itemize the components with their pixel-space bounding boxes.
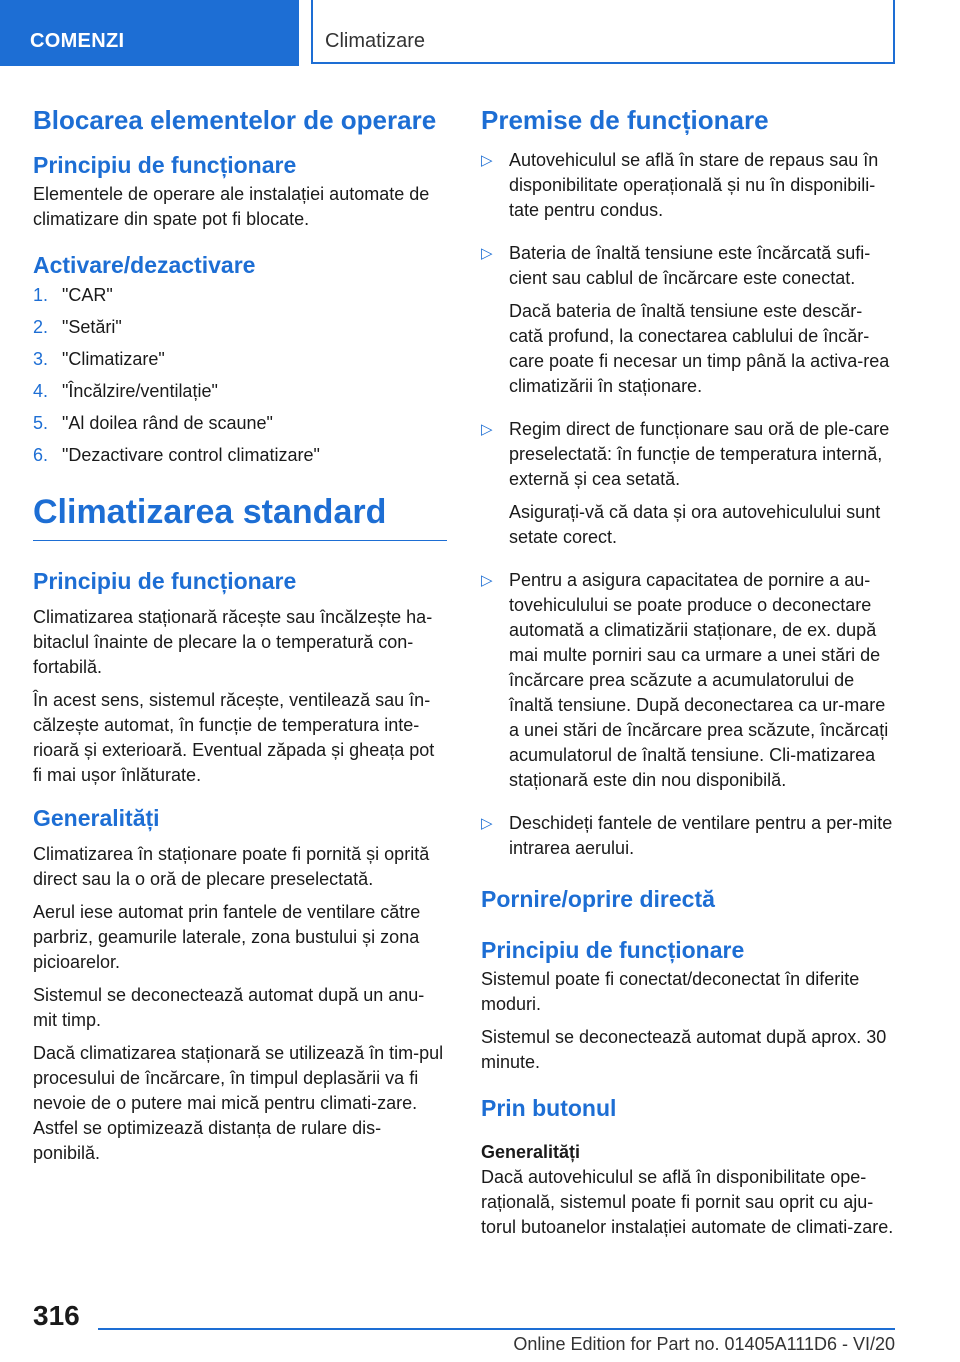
list-item xyxy=(481,241,895,407)
list-item xyxy=(33,314,447,340)
subheading-direct: Pornire/oprire directă xyxy=(481,886,715,912)
step-text: "Climatizare" xyxy=(62,349,165,369)
subheading-general-button: Generalități xyxy=(481,1142,581,1162)
step-text: "Al doilea rând de scaune" xyxy=(62,413,273,433)
page-number: 316 xyxy=(33,1300,80,1331)
right-column xyxy=(481,98,895,1248)
section-title-premises: Premise de funcționare xyxy=(481,105,769,135)
subheading-principle-std: Principiu de funcționare xyxy=(33,568,297,594)
step-text: "Dezactivare control climatizare" xyxy=(62,445,320,465)
list-item xyxy=(33,346,447,372)
paragraph: Bateria de înaltă tensiune este încărcată sufi-cient sau cablul de încărcare este conectat. xyxy=(509,243,871,288)
paragraph: Sistemul se deconectează automat după un anu-mit timp. xyxy=(33,985,425,1030)
step-number: 4. xyxy=(33,381,49,401)
left-column xyxy=(33,98,447,1174)
paragraph: Deschideți fantele de ventilare pentru a per-mite intrarea aerului. xyxy=(509,813,893,858)
triangle-bullet-icon: ▷ xyxy=(481,572,493,589)
triangle-bullet-icon: ▷ xyxy=(481,421,493,438)
subheading-general: Generalități xyxy=(33,805,160,831)
premise-list xyxy=(481,148,895,869)
paragraph: Pentru a asigura capacitatea de pornire a au-tovehiculului se poate produce o deconectare automată a climatizării staționare, de ex. după mai multe porniri sau ca urmare a unei stări de încărcare prea scăzute a acumulatorului de înaltă tensiune. După deconectarea ca ur-mare a unei stări de încărcare prea scăzute, încărcați acumulatorul de înaltă tensiune. Cli-matizarea staționară este din nou disponibilă. xyxy=(509,570,889,790)
paragraph: Climatizarea staționară răcește sau încălzește ha-bitaclul înainte de plecare la o temperatură con-fortabilă. xyxy=(33,607,433,677)
step-number: 6. xyxy=(33,445,49,465)
paragraph: Asigurați-vă că data și ora autovehiculului sunt setate corect. xyxy=(509,502,881,547)
triangle-bullet-icon: ▷ xyxy=(481,815,493,832)
triangle-bullet-icon: ▷ xyxy=(481,152,493,169)
step-number: 2. xyxy=(33,317,49,337)
list-item xyxy=(481,811,895,869)
list-item xyxy=(33,410,447,436)
paragraph: Dacă bateria de înaltă tensiune este descăr-cată profund, la conectarea cablului de încăr-care poate fi necesar un timp până la activa-rea climatizării în staționare. xyxy=(509,301,890,396)
paragraph: Aerul iese automat prin fantele de ventilare către parbriz, geamurile laterale, zona bustului și zona picioarelor. xyxy=(33,902,421,972)
step-text: "Încălzire/ventilație" xyxy=(62,381,218,401)
triangle-bullet-icon: ▷ xyxy=(481,245,493,262)
paragraph: Climatizarea în staționare poate fi pornită și oprită direct sau la o oră de plecare preselectată. xyxy=(33,844,430,889)
subheading-principle: Principiu de funcționare xyxy=(33,152,297,178)
chapter-header: Climatizare xyxy=(311,0,895,64)
list-item xyxy=(481,148,895,231)
subheading-activation: Activare/dezactivare xyxy=(33,252,256,278)
list-item xyxy=(33,442,447,468)
section-title-blocking: Blocarea elementelor de operare xyxy=(33,105,437,135)
step-number: 1. xyxy=(33,285,49,305)
paragraph: Sistemul poate fi conectat/deconectat în diferite moduri. xyxy=(481,969,860,1014)
paragraph: Regim direct de funcționare sau oră de ple-care preselectată: în funcție de temperatura internă, externă și cea setată. xyxy=(509,419,890,489)
paragraph: Elementele de operare ale instalației automate de climatizare din spate pot fi blocate. xyxy=(33,184,430,229)
step-number: 3. xyxy=(33,349,49,369)
paragraph: Dacă climatizarea staționară se utilizează în tim-pul procesului de încărcare, în timpul deplasării va fi nevoie de o putere mai mică pentru climati-zare. Astfel se optimizează distanța de rulare dis-ponibilă. xyxy=(33,1043,444,1163)
subheading-principle-direct: Principiu de funcționare xyxy=(481,937,745,963)
paragraph: În acest sens, sistemul răcește, ventilează sau în-călzește automat, în funcție de temperatura inte-rioară și exterioară. Eventual zăpada și gheața pot fi mai ușor înlăturate. xyxy=(33,690,435,785)
list-item xyxy=(33,282,447,308)
paragraph: Sistemul se deconectează automat după aprox. 30 minute. xyxy=(481,1027,887,1072)
step-text: "CAR" xyxy=(62,285,113,305)
step-number: 5. xyxy=(33,413,49,433)
steps-list xyxy=(33,282,447,468)
paragraph: Dacă autovehiculul se află în disponibilitate ope-rațională, sistemul poate fi pornit sau oprit cu aju-torul butoanelor instalației automate de climati-zare. xyxy=(481,1167,894,1237)
subheading-button: Prin butonul xyxy=(481,1095,617,1121)
list-item xyxy=(33,378,447,404)
paragraph: Autovehiculul se află în stare de repaus sau în disponibilitate operațională și nu în disponibili-tate pentru condus. xyxy=(509,150,879,220)
list-item xyxy=(481,568,895,801)
section-tab: COMENZI xyxy=(0,0,299,66)
chapter-title: Climatizarea standard xyxy=(33,488,447,541)
footer-divider xyxy=(98,1328,895,1330)
footer-edition: Online Edition for Part no. 01405A111D6 - VI/20 xyxy=(513,1334,895,1354)
list-item xyxy=(481,417,895,558)
step-text: "Setări" xyxy=(62,317,122,337)
